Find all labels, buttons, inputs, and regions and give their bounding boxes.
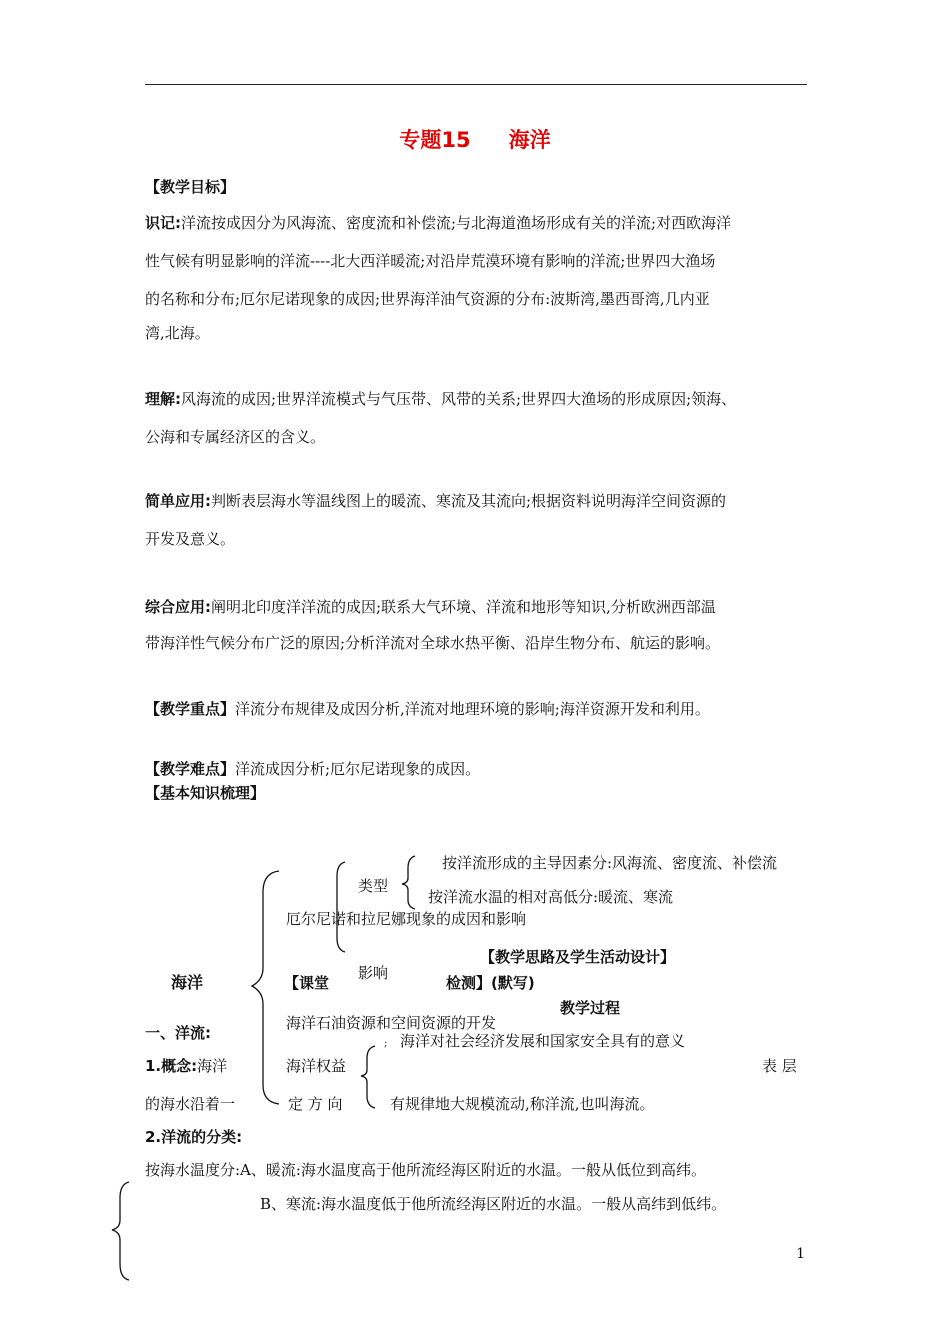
rights-meaning: 海洋对社会经济发展和国家安全具有的意义 <box>400 1032 686 1050</box>
understand-line-2: 公海和专属经济区的含义。 <box>145 428 326 446</box>
design-heading: 【教学思路及学生活动设计】 <box>480 948 676 966</box>
page-number: 1 <box>796 1246 805 1262</box>
rights-label: 海洋权益 <box>286 1057 347 1075</box>
concept-b: 的海水沿着一 <box>145 1095 236 1113</box>
complex-text-1: 阐明北印度洋洋流的成因;联系大气环境、洋流和地形等知识,分析欧洲西部温 <box>211 598 716 616</box>
rights-brace <box>361 1046 375 1108</box>
warm-current-line: 按海水温度分:A、暖流:海水温度高于他所流经海区附近的水温。一般从低位到高纬。 <box>145 1161 706 1179</box>
concept-surface: 表 层 <box>762 1057 797 1075</box>
oil-item: 海洋石油资源和空间资源的开发 <box>286 1014 497 1032</box>
recall-line-4: 湾,北海。 <box>145 324 210 342</box>
key-label: 【教学重点】 <box>145 700 236 718</box>
concept-c: 定 方 向 <box>288 1095 343 1113</box>
type-item-1: 按洋流形成的主导因素分:风海流、密度流、补偿流 <box>442 854 778 872</box>
rights-mark: ; <box>384 1038 388 1049</box>
difficulty-label: 【教学难点】 <box>145 760 236 778</box>
type-sub-brace <box>402 856 415 909</box>
class-check-a: 【课堂 <box>284 974 330 992</box>
goals-heading: 【教学目标】 <box>145 178 236 196</box>
recall-line-3: 的名称和分布;厄尔尼诺现象的成因;世界海洋油气资源的分布:波斯湾,墨西哥湾,几内亚 <box>145 290 710 308</box>
recall-label: 识记: <box>145 214 181 232</box>
simple-text-1: 判断表层海水等温线图上的暖流、寒流及其流向;根据资料说明海洋空间资源的 <box>211 492 727 510</box>
process-heading: 教学过程 <box>560 999 621 1017</box>
title-topic: 海洋 <box>508 128 551 152</box>
recall-line-2: 性气候有明显影响的洋流----北大西洋暖流;对沿岸荒漠环境有影响的洋流;世界四大渔场 <box>145 252 716 270</box>
elnino-item: 厄尔尼诺和拉尼娜现象的成因和影响 <box>286 910 527 928</box>
understand-text-1: 风海流的成因;世界洋流模式与气压带、风带的关系;世界四大渔场的形成原因;领海、 <box>181 390 737 408</box>
understand-label: 理解: <box>145 390 181 408</box>
concept-line-1 <box>145 1055 227 1076</box>
tree-root: 海洋 <box>171 973 204 992</box>
classification-heading: 2.洋流的分类: <box>145 1128 243 1146</box>
class-check-b: 检测】(默写) <box>446 974 535 992</box>
difficulty-text: 洋流成因分析;厄尔尼诺现象的成因。 <box>235 760 481 778</box>
basics-heading: 【基本知识梳理】 <box>145 784 266 802</box>
type-label: 类型 <box>358 877 389 895</box>
complex-line-2: 带海洋性气候分布广泛的原因;分析洋流对全球水热平衡、沿岸生物分布、航运的影响。 <box>145 634 721 652</box>
simple-label: 简单应用: <box>145 492 211 510</box>
classification-brace <box>112 1182 129 1280</box>
concept-a: 海洋 <box>197 1057 228 1075</box>
concept-label: 1.概念: <box>145 1057 198 1075</box>
simple-line-2: 开发及意义。 <box>145 530 236 548</box>
title-number: 专题15 <box>399 128 471 152</box>
cold-current-line: B、寒流:海水温度低于他所流经海区附近的水温。一般从高纬到低纬。 <box>260 1195 727 1213</box>
type-brace <box>337 862 345 952</box>
concept-d: 有规律地大规模流动,称洋流,也叫海流。 <box>390 1095 655 1113</box>
currents-heading: 一、洋流: <box>145 1024 211 1042</box>
root-brace <box>252 871 279 1104</box>
type-item-2: 按洋流水温的相对高低分:暖流、寒流 <box>428 888 674 906</box>
complex-label: 综合应用: <box>145 598 211 616</box>
key-text: 洋流分布规律及成因分析,洋流对地理环境的影响;海洋资源开发和利用。 <box>235 700 710 718</box>
recall-text-1: 洋流按成因分为风海流、密度流和补偿流;与北海道渔场形成有关的洋流;对西欧海洋 <box>181 214 732 232</box>
influence-label: 影响 <box>358 964 389 982</box>
